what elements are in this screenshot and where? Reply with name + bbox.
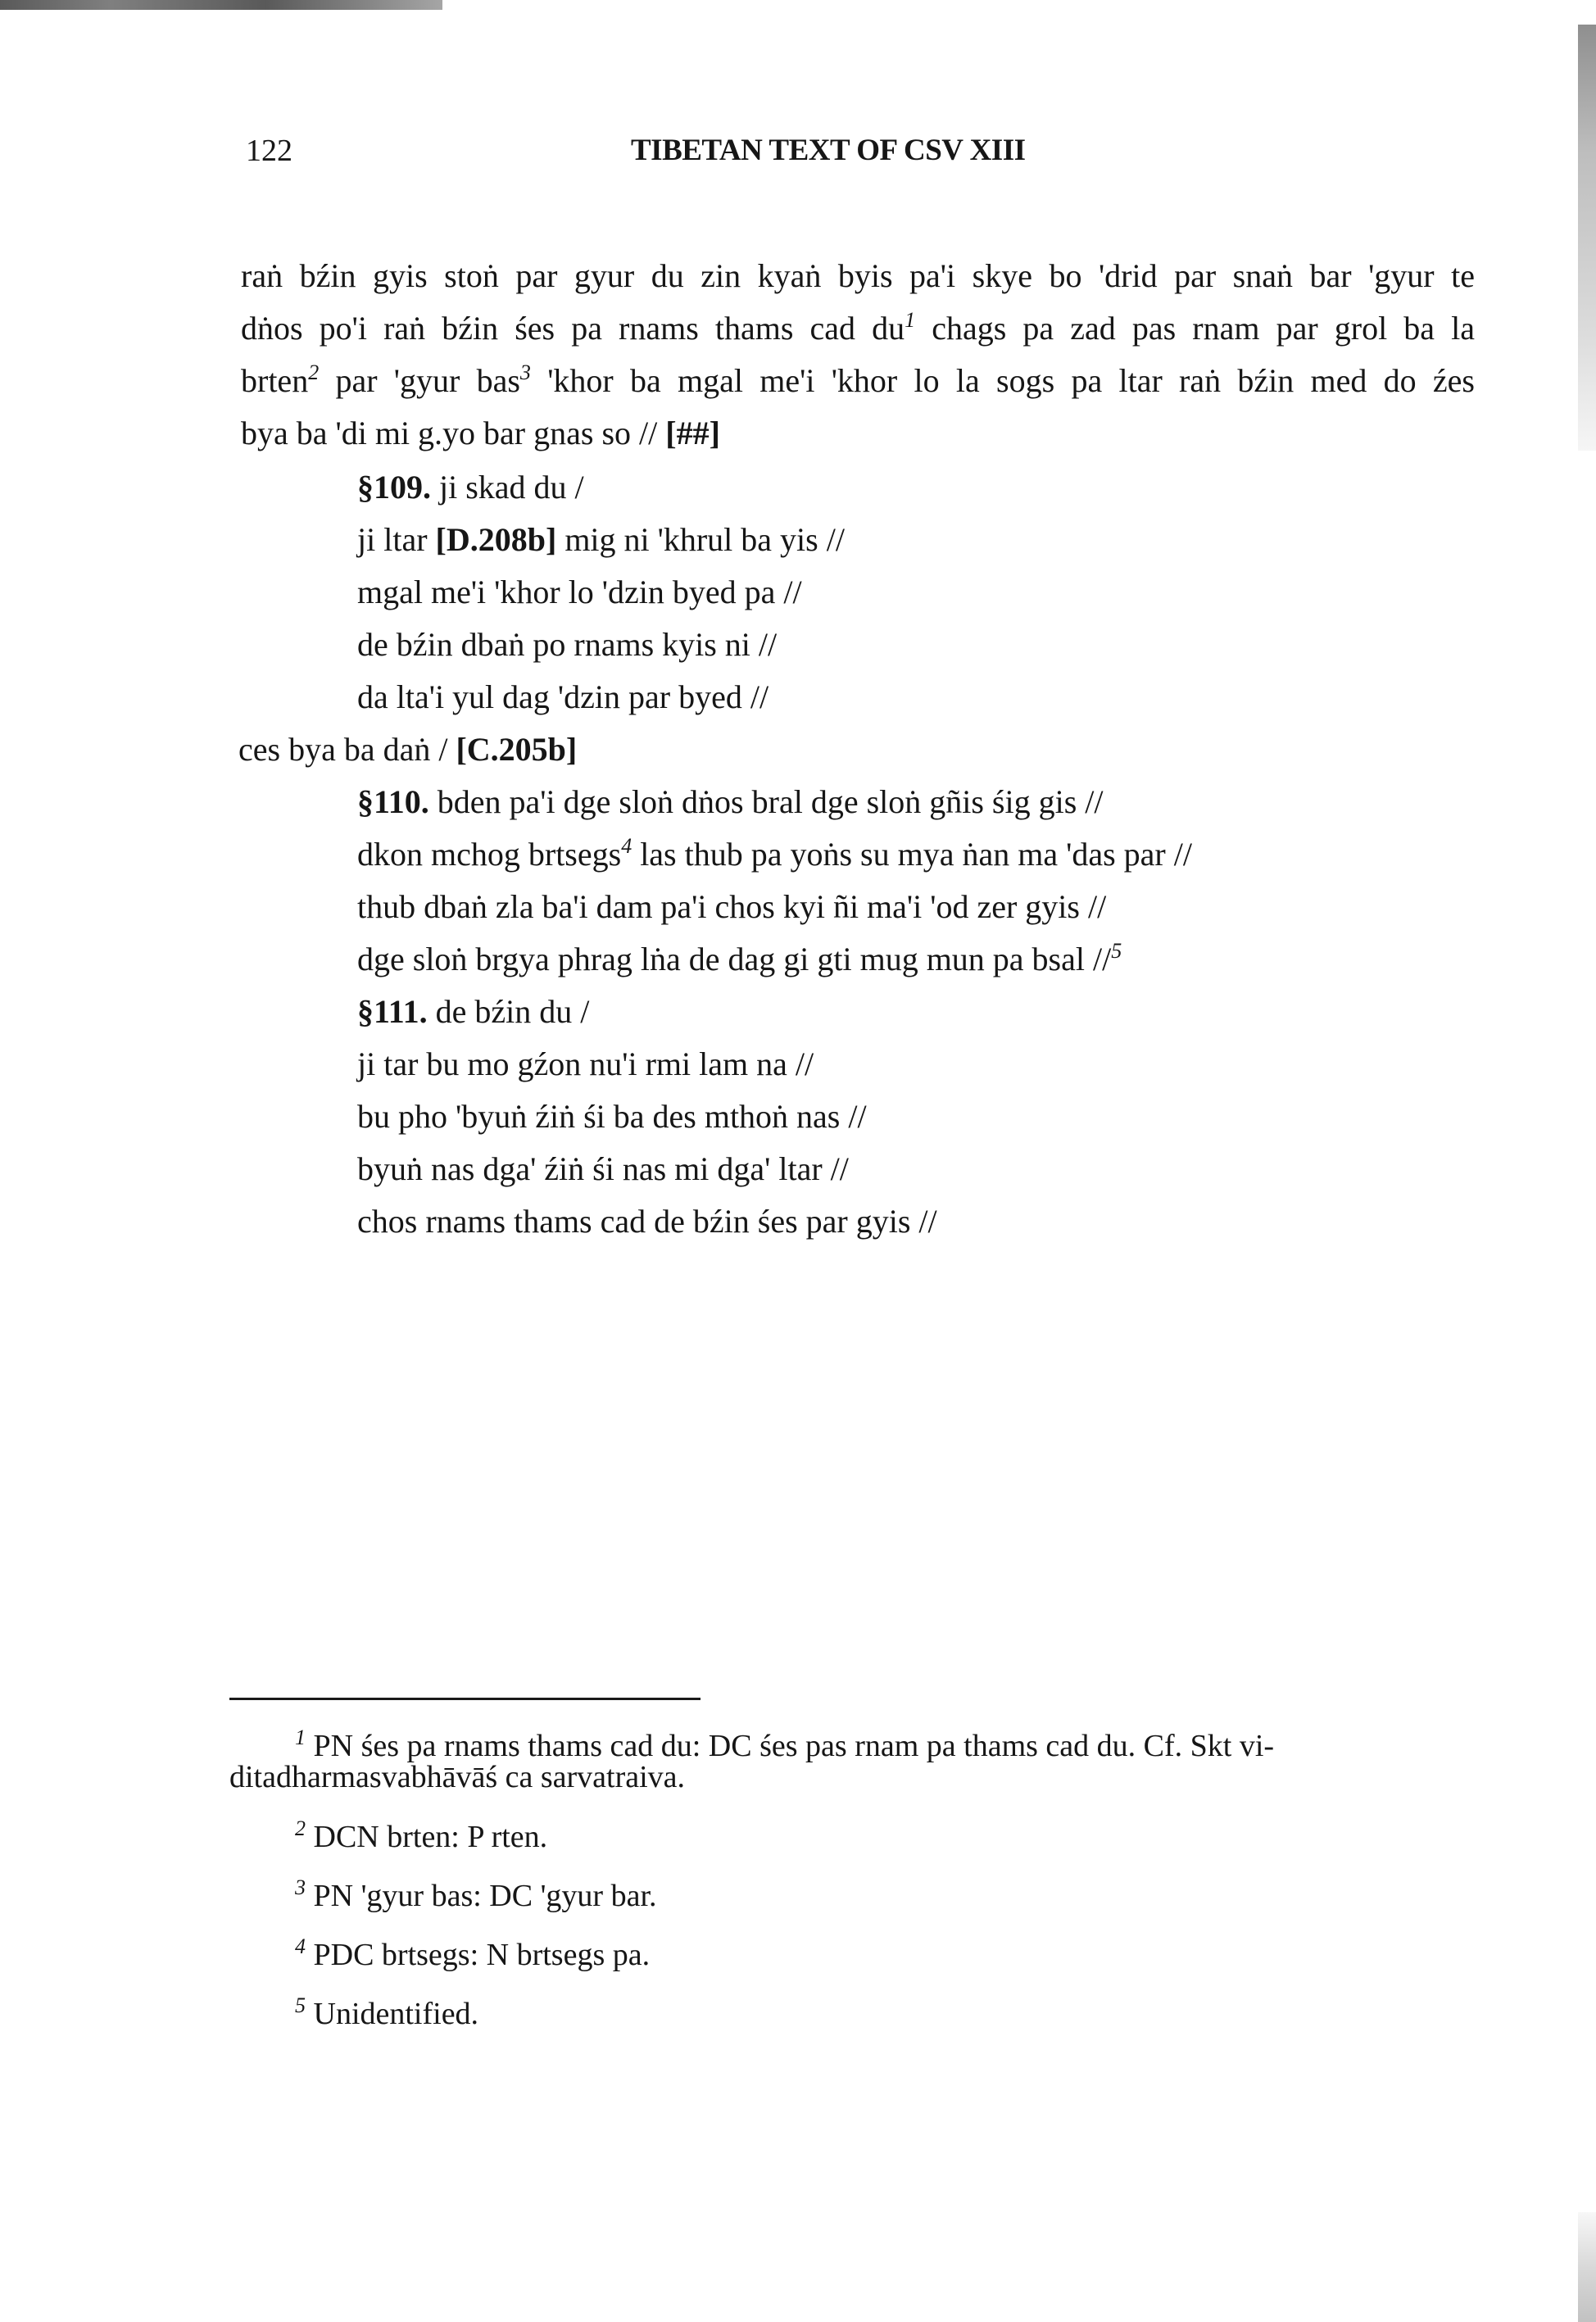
paragraph-line-1: raṅ bźin gyis stoṅ par gyur du zin kyaṅ byis pa'i skye bo 'drid par snaṅ bar 'gyur te bbox=[241, 257, 1475, 294]
marker-hash: [##] bbox=[665, 415, 720, 451]
verse-line: ji tar bu mo gźon nu'i rmi lam na // bbox=[357, 1045, 814, 1082]
verse-line: ji ltar [D.208b] mig ni 'khrul ba yis // bbox=[357, 521, 845, 558]
section-111-heading: §111. de bźin du / bbox=[357, 993, 590, 1030]
footnote-3: $^3$ PN 'gyur bas: DC 'gyur bar. bbox=[295, 1875, 657, 1913]
folio-ref: [D.208b] bbox=[435, 521, 557, 558]
verse-line: bu pho 'byuṅ źiṅ śi ba des mthoṅ nas // bbox=[357, 1098, 867, 1135]
verse-line: chos rnams thams cad de bźin śes par gyis // bbox=[357, 1203, 937, 1240]
footnote-ref-2[interactable]: 2 bbox=[308, 361, 320, 384]
scan-edge-top bbox=[0, 0, 442, 10]
page-number: 122 bbox=[246, 134, 292, 168]
section-110-line-1: §110. bden pa'i dge sloṅ dṅos bral dge sloṅ gñis śig gis // bbox=[357, 783, 1104, 820]
section-label: §110. bbox=[357, 783, 429, 820]
verse-line: dge sloṅ brgya phrag lṅa de dag gi gti mug mun pa bsal //$^5$ bbox=[357, 939, 1122, 977]
section-109-heading: §109. ji skad du / bbox=[357, 469, 584, 506]
paragraph-line-4: bya ba 'di mi g.yo bar gnas so // [##] bbox=[241, 415, 720, 451]
verse-line: byuṅ nas dga' źiṅ śi nas mi dga' ltar // bbox=[357, 1150, 849, 1187]
footnote-2: $^2$ DCN brten: P rten. bbox=[295, 1816, 548, 1854]
folio-ref: [C.205b] bbox=[456, 731, 578, 768]
paragraph-line-2: dṅos po'i raṅ bźin śes pa rnams thams cad $du^1$ chags pa zad pas rnam par grol ba la bbox=[241, 308, 1475, 347]
footnote-number: 2 bbox=[295, 1816, 306, 1840]
footnote-divider bbox=[229, 1698, 701, 1700]
scan-edge-right bbox=[1578, 25, 1596, 451]
verse-line: thub dbaṅ zla ba'i dam pa'i chos kyi ñi ma'i 'od zer gyis // bbox=[357, 888, 1107, 925]
verse-line: da lta'i yul dag 'dzin par byed // bbox=[357, 678, 769, 715]
paragraph-line-3: brten$^2$ par 'gyur bas$^3$ 'khor ba mgal me'i 'khor lo la sogs pa ltar raṅ bźin med do źes bbox=[241, 361, 1475, 399]
footnote-number: 5 bbox=[295, 1993, 306, 2017]
verse-line: de bźin dbaṅ po rnams kyis ni // bbox=[357, 626, 778, 663]
footnote-ref-5[interactable]: 5 bbox=[1111, 939, 1122, 963]
footnote-5: $^5$ Unidentified. bbox=[295, 1993, 479, 2031]
scan-edge-right-bottom bbox=[1578, 2212, 1596, 2322]
section-label: §111. bbox=[357, 993, 428, 1030]
ces-line: ces bya ba daṅ / [C.205b] bbox=[238, 731, 578, 768]
footnote-number: 3 bbox=[295, 1875, 306, 1899]
footnote-ref-4[interactable]: 4 bbox=[621, 834, 633, 858]
verse-line: mgal me'i 'khor lo 'dzin byed pa // bbox=[357, 574, 802, 610]
footnote-number: 1 bbox=[295, 1726, 306, 1749]
verse-line: dkon mchog brtsegs$^4$ las thub pa yoṅs su mya ṅan ma 'das par // bbox=[357, 834, 1192, 873]
footnote-1: $^1$ PN śes pa rnams thams cad du: DC śes pas rnam pa thams cad du. Cf. Skt vi- ditadharmasvabhāvāś ca sarvatraiva. bbox=[229, 1726, 1275, 1794]
footnote-number: 4 bbox=[295, 1934, 306, 1958]
running-head: TIBETAN TEXT OF CSV XIII bbox=[631, 134, 1026, 167]
footnote-ref-3[interactable]: 3 bbox=[519, 361, 531, 384]
footnote-ref-1[interactable]: 1 bbox=[905, 308, 916, 332]
section-label: §109. bbox=[357, 469, 431, 506]
footnote-4: $^4$ PDC brtsegs: N brtsegs pa. bbox=[295, 1934, 651, 1972]
